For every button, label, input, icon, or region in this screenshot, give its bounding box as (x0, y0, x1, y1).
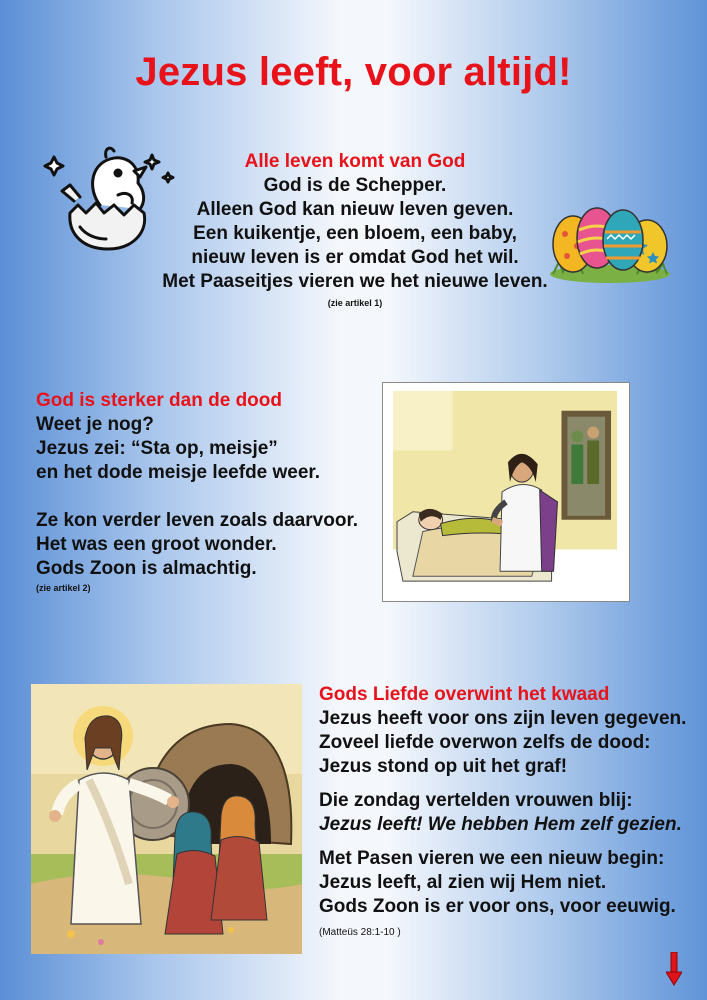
section-new-life-line: nieuw leven is er omdat God het wil. (191, 247, 519, 268)
section-stronger-heading: God is sterker dan de dood (36, 390, 282, 411)
section-stronger-line: Ze kon verder leven zoals daarvoor. (36, 510, 359, 531)
section-love-line: Met Pasen vieren we een nieuw begin: (319, 848, 665, 869)
section-new-life-line: Een kuikentje, een bloem, een baby, (193, 223, 517, 244)
section-love-line: Zoveel liefde overwon zelfs de dood: (319, 732, 651, 753)
section-stronger-line: Jezus zei: “Sta op, meisje” (36, 438, 278, 459)
section-stronger-than-death (36, 389, 376, 593)
section-new-life (150, 150, 560, 308)
section-new-life-line: Met Paaseitjes vieren we het nieuwe leven. (162, 271, 548, 292)
section-love-line: Gods Zoon is er voor ons, voor eeuwig. (319, 896, 676, 917)
down-arrow-icon[interactable] (666, 952, 682, 986)
section-stronger-reference: (zie artikel 2) (36, 583, 91, 593)
section-new-life-line: God is de Schepper. (263, 175, 447, 196)
easter-eggs-icon (545, 190, 675, 285)
section-new-life-reference: (zie artikel 1) (327, 298, 383, 308)
section-love-line: Jezus heeft voor ons zijn leven gegeven. (319, 708, 687, 729)
section-stronger-line: Gods Zoon is almachtig. (36, 558, 257, 579)
section-love-reference: (Matteüs 28:1-10 ) (319, 927, 401, 938)
section-new-life-heading: Alle leven komt van God (244, 151, 466, 172)
section-love-overcomes (319, 683, 699, 938)
section-love-heading: Gods Liefde overwint het kwaad (319, 684, 610, 705)
section-love-quote: Jezus leeft! We hebben Hem zelf gezien. (319, 814, 682, 835)
section-stronger-line: Weet je nog? (36, 414, 154, 435)
section-love-line: Jezus leeft, al zien wij Hem niet. (319, 872, 607, 893)
risen-jesus-illustration (31, 684, 302, 954)
section-stronger-line: Het was een groot wonder. (36, 534, 277, 555)
section-stronger-line: en het dode meisje leefde weer. (36, 462, 321, 483)
section-love-line: Die zondag vertelden vrouwen blij: (319, 790, 633, 811)
jesus-raises-girl-illustration (382, 382, 630, 602)
section-new-life-line: Alleen God kan nieuw leven geven. (196, 199, 514, 220)
page-title: Jezus leeft, voor altijd! (135, 50, 572, 94)
section-love-line: Jezus stond op uit het graf! (319, 756, 568, 777)
